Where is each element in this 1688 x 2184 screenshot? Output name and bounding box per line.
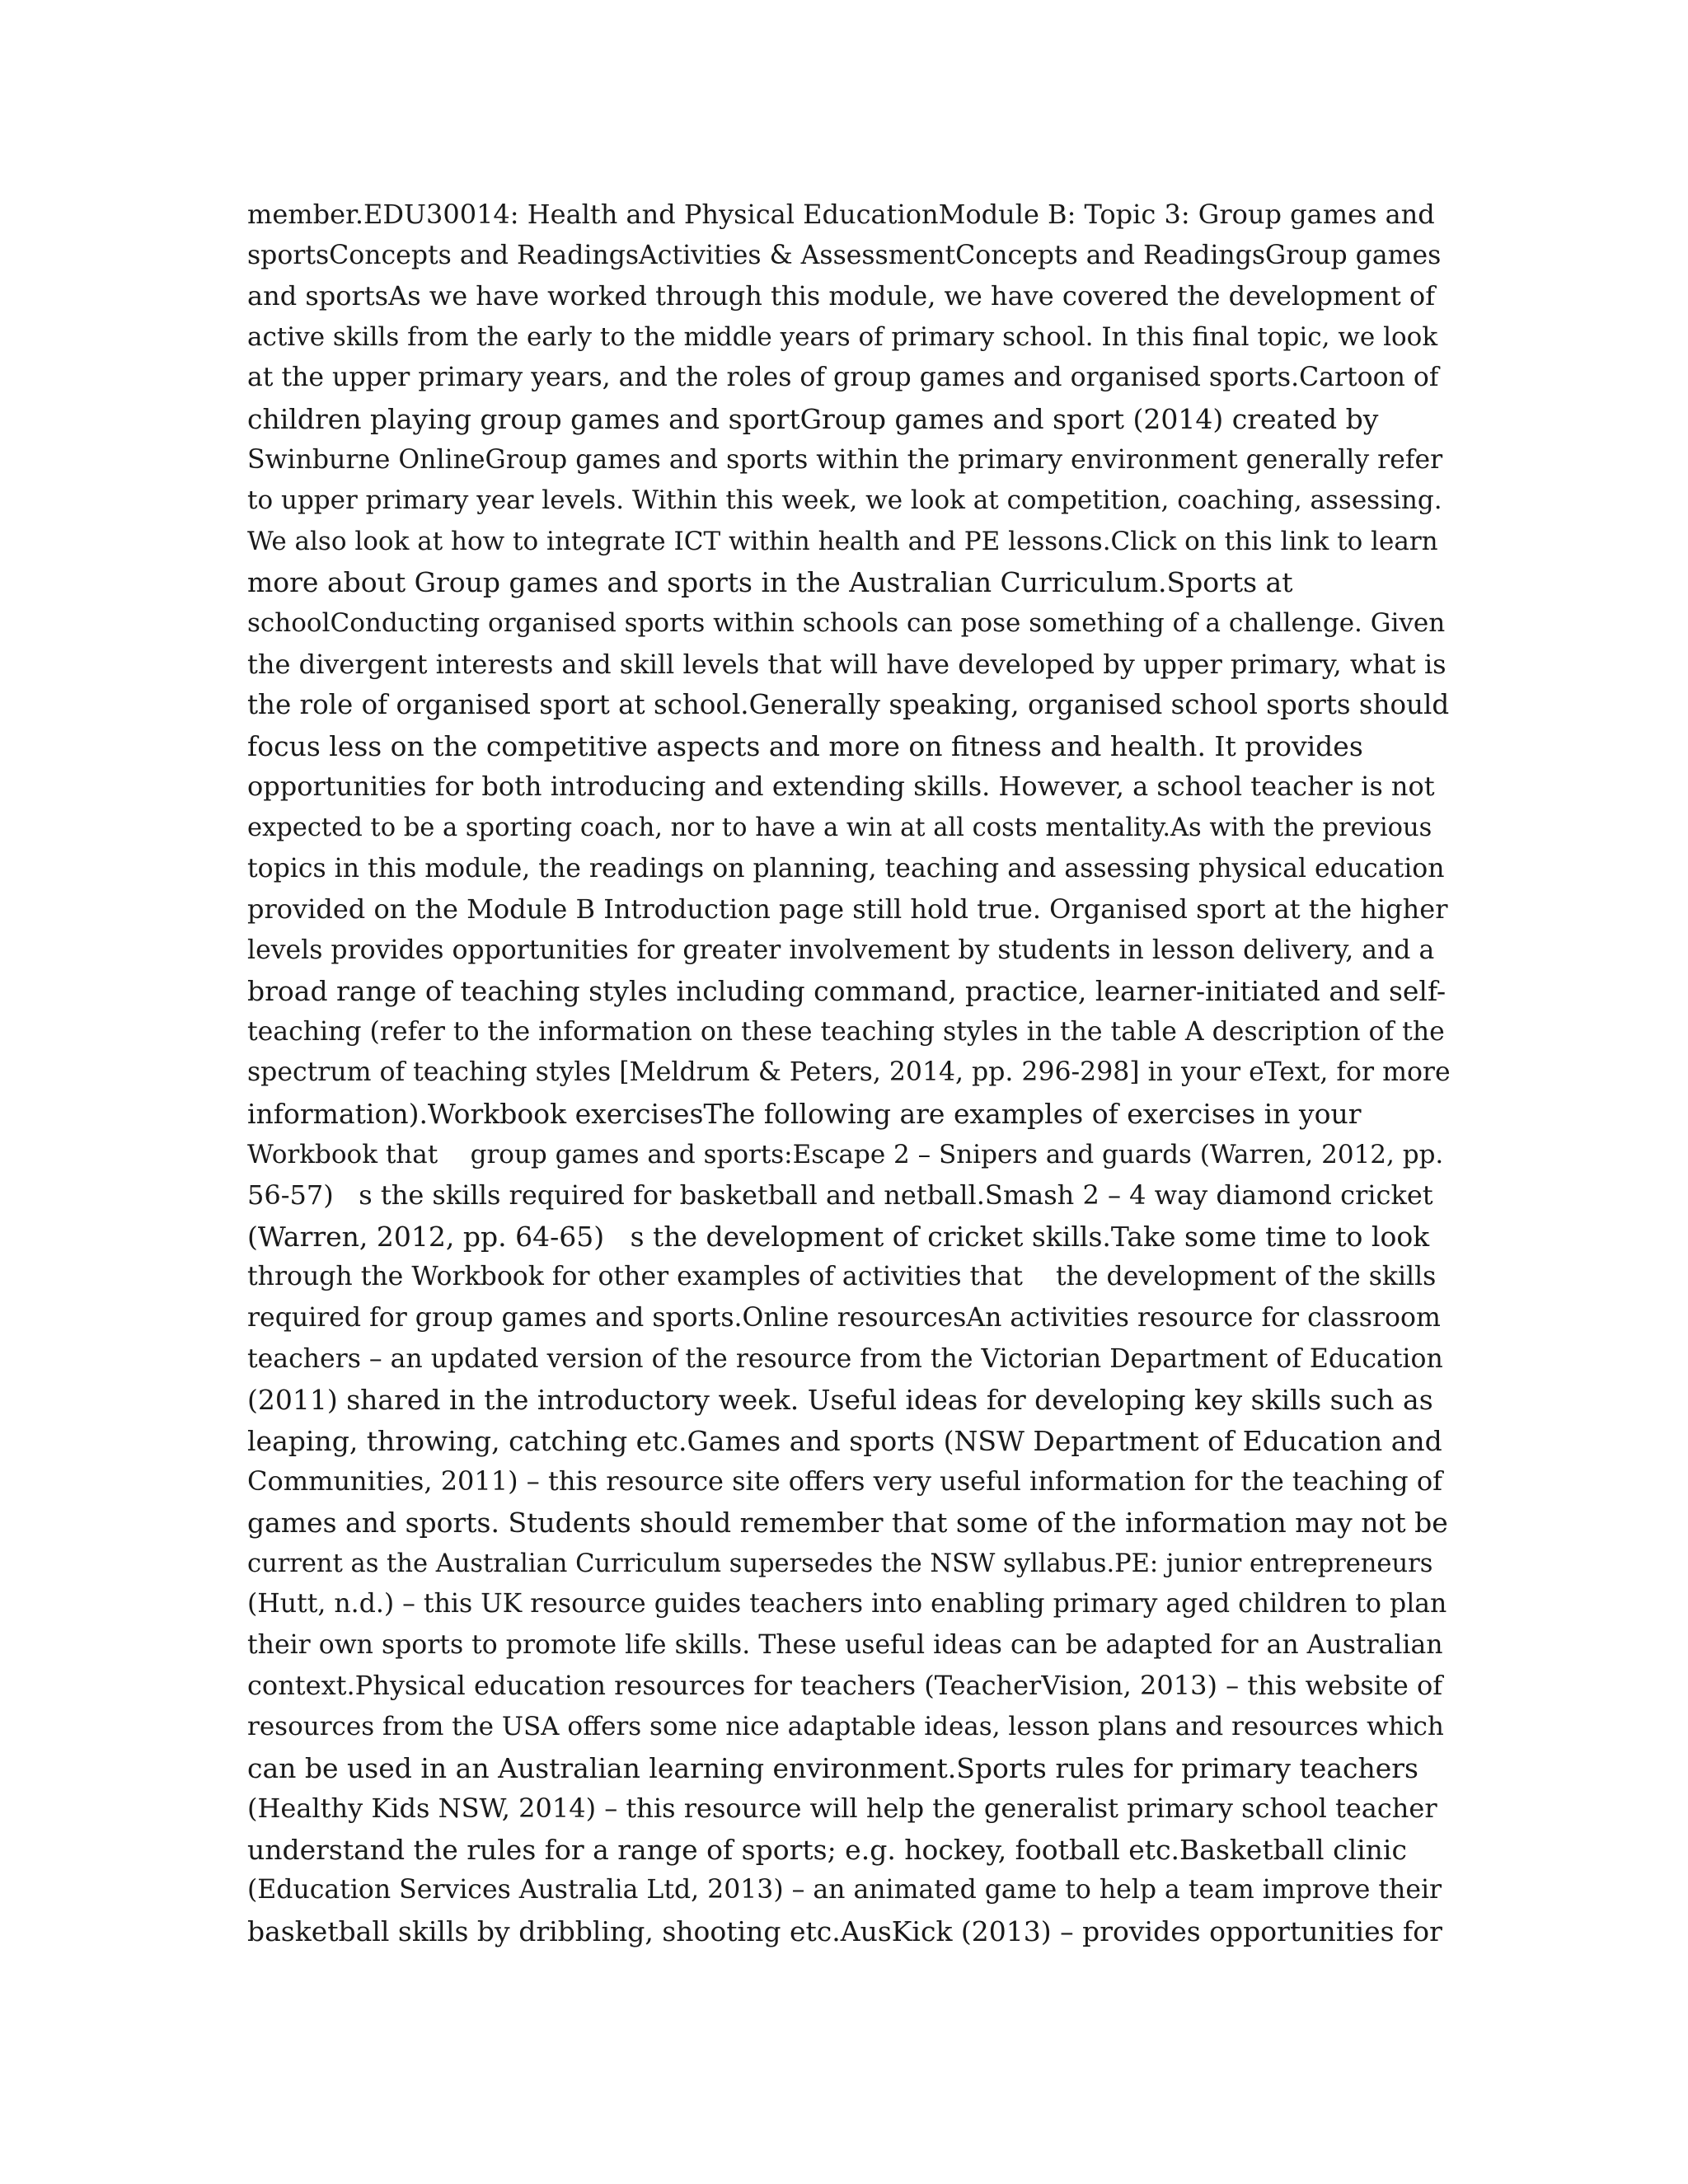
text-line: expected to be a sporting coach, nor to have a win at all costs mentality.As with the previous [247, 813, 1432, 842]
text-line: at the upper primary years, and the roles of group games and organised sports.Cartoon of [247, 363, 1439, 393]
text-line: more about Group games and sports in the Australian Curriculum.Sports at [247, 566, 1293, 599]
text-line: their own sports to promote life skills. These useful ideas can be adapted for an Australian [247, 1629, 1443, 1660]
text-line: (2011) shared in the introductory week. Useful ideas for developing key skills such as [247, 1384, 1433, 1417]
text-line: provided on the Module B Introduction page still hold true. Organised sport at the higher [247, 893, 1448, 926]
text-line: (Hutt, n.d.) – this UK resource guides teachers into enabling primary aged children to plan [247, 1589, 1447, 1619]
text-line: broad range of teaching styles including command, practice, learner-initiated and self- [247, 975, 1447, 1008]
text-line: 56-57) s the skills required for basketball and netball.Smash 2 – 4 way diamond cricket [247, 1179, 1433, 1212]
text-line: information).Workbook exercisesThe following are examples of exercises in your [247, 1098, 1362, 1131]
text-line: spectrum of teaching styles [Meldrum & Peters, 2014, pp. 296-298] in your eText, for more [247, 1057, 1451, 1088]
text-line: through the Workbook for other examples of activities that the development of the skills [247, 1262, 1437, 1292]
text-line: to upper primary year levels. Within this week, we look at competition, coaching, assessing. [247, 485, 1442, 516]
text-line: required for group games and sports.Online resourcesAn activities resource for classroom [247, 1303, 1441, 1333]
text-line: (Education Services Australia Ltd, 2013) – an animated game to help a team improve their [247, 1875, 1442, 1905]
text-line: focus less on the competitive aspects and more on fitness and health. It provides [247, 729, 1363, 762]
text-line: Communities, 2011) – this resource site offers very useful information for the teaching of [247, 1465, 1442, 1497]
text-line: sportsConcepts and ReadingsActivities & AssessmentConcepts and ReadingsGroup games [247, 240, 1442, 270]
text-line: children playing group games and sportGroup games and sport (2014) created by [247, 402, 1379, 435]
text-line: and sportsAs we have worked through this module, we have covered the development of [247, 280, 1436, 312]
text-line: Workbook that group games and sports:Escape 2 – Snipers and guards (Warren, 2012, pp. [247, 1139, 1444, 1169]
text-line: the divergent interests and skill levels that will have developed by upper primary, what is [247, 648, 1447, 680]
text-line: We also look at how to integrate ICT within health and PE lessons.Click on this link to learn [247, 526, 1438, 556]
text-line: Swinburne OnlineGroup games and sports within the primary environment generally refer [247, 444, 1443, 475]
text-line: levels provides opportunities for greater involvement by students in lesson delivery, and a [247, 935, 1435, 965]
text-line: active skills from the early to the middle years of primary school. In this final topic, we look [247, 321, 1438, 352]
text-line: understand the rules for a range of sports; e.g. hockey, football etc.Basketball clinic [247, 1833, 1407, 1866]
text-line: leaping, throwing, catching etc.Games and sports (NSW Department of Education and [247, 1424, 1442, 1457]
text-line: the role of organised sport at school.Generally speaking, organised school sports should [247, 689, 1450, 721]
body-text [247, 194, 1451, 1952]
text-line: teaching (refer to the information on these teaching styles in the table A description of the [247, 1016, 1445, 1047]
text-line: resources from the USA offers some nice adaptable ideas, lesson plans and resources which [247, 1711, 1444, 1741]
text-line: basketball skills by dribbling, shooting etc.AusKick (2013) – provides opportunities for [247, 1915, 1442, 1947]
text-line: can be used in an Australian learning environment.Sports rules for primary teachers [247, 1751, 1418, 1784]
text-line: (Warren, 2012, pp. 64-65) s the development of cricket skills.Take some time to look [247, 1220, 1430, 1253]
text-line: topics in this module, the readings on planning, teaching and assessing physical education [247, 853, 1445, 883]
text-line: (Healthy Kids NSW, 2014) – this resource will help the generalist primary school teacher [247, 1793, 1437, 1825]
text-line: context.Physical education resources for teachers (TeacherVision, 2013) – this website of [247, 1670, 1443, 1702]
text-line: games and sports. Students should remember that some of the information may not be [247, 1507, 1448, 1539]
text-line: schoolConducting organised sports within schools can pose something of a challenge. Given [247, 607, 1446, 638]
text-line: opportunities for both introducing and extending skills. However, a school teacher is not [247, 771, 1435, 803]
text-line: current as the Australian Curriculum supersedes the NSW syllabus.PE: junior entrepreneurs [247, 1549, 1433, 1578]
text-line: member.EDU30014: Health and Physical EducationModule B: Topic 3: Group games and [247, 199, 1435, 230]
text-line: teachers – an updated version of the resource from the Victorian Department of Education [247, 1343, 1443, 1374]
